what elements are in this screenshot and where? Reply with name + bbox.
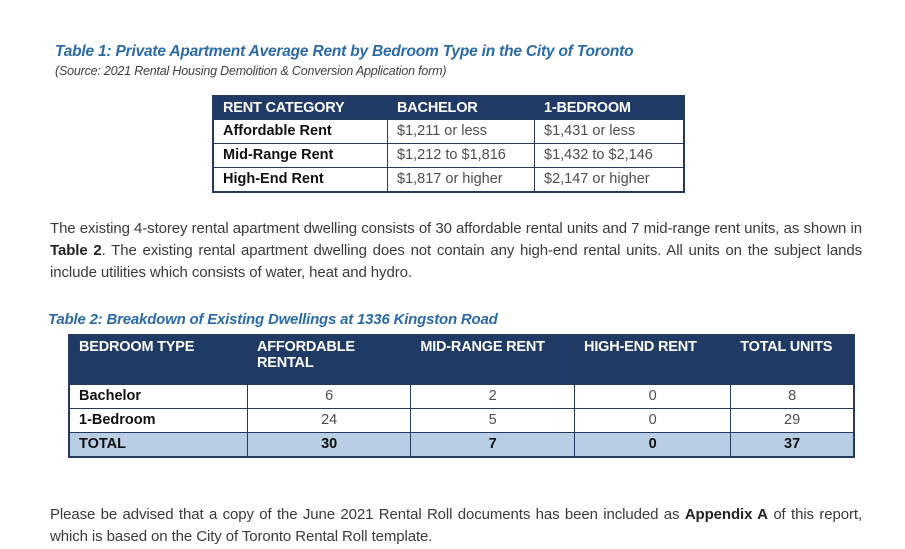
- table2-total-cell: TOTAL: [69, 432, 247, 457]
- table-row: [213, 143, 684, 167]
- table-row: [69, 408, 854, 432]
- table1-header-bachelor: BACHELOR: [388, 96, 535, 120]
- table1-cell: $1,212 to $1,816: [388, 143, 535, 167]
- table1-cell: $1,817 or higher: [388, 167, 535, 192]
- table2-cell: 29: [731, 408, 854, 432]
- table1-cell: $1,432 to $2,146: [535, 143, 685, 167]
- paragraph-text: Please be advised that a copy of the June 2021 Rental Roll documents has been included as: [50, 505, 685, 523]
- paragraph-text: . The existing rental apartment dwelling does not contain any high-end rental units. All units on the subject lands include utilities which consists of water, heat and hydro.: [50, 241, 863, 281]
- table2-cell: 6: [247, 384, 410, 408]
- table2-total-cell: 7: [411, 432, 575, 457]
- body-paragraph-rental-roll: [50, 504, 862, 548]
- table2-header-high-end-rent: HIGH-END RENT: [575, 335, 731, 385]
- table1-header-1-bedroom: 1-BEDROOM: [535, 96, 685, 120]
- table2-header-row: [69, 335, 854, 385]
- table2-total-cell: 30: [247, 432, 410, 457]
- body-paragraph-existing-units: [50, 218, 862, 284]
- table2-header-mid-range-rent: MID-RANGE RENT: [411, 335, 575, 385]
- table2-title: Table 2: Breakdown of Existing Dwellings at 1336 Kingston Road: [48, 310, 498, 328]
- paragraph-text: The existing 4-storey rental apartment dwelling consists of 30 affordable rental units and 7 mid-range rent units, as shown in: [50, 219, 862, 237]
- table1-cell: Affordable Rent: [213, 119, 388, 143]
- table2-cell: 24: [247, 408, 410, 432]
- table2-cell: 0: [575, 408, 731, 432]
- table1-cell: High-End Rent: [213, 167, 388, 192]
- table1-cell: $1,211 or less: [388, 119, 535, 143]
- table-row: [213, 167, 684, 192]
- table1-rent-by-bedroom-type: [212, 95, 685, 193]
- table2-cell: 0: [575, 384, 731, 408]
- table-row: [213, 119, 684, 143]
- table2-total-cell: 0: [575, 432, 731, 457]
- table2-cell: 1-Bedroom: [69, 408, 247, 432]
- table1-source-note: (Source: 2021 Rental Housing Demolition & Conversion Application form): [55, 63, 447, 78]
- table1-cell: $1,431 or less: [535, 119, 685, 143]
- table2-header-total-units: TOTAL UNITS: [731, 335, 854, 385]
- table2-total-row: [69, 432, 854, 457]
- table2-header-bedroom-type: BEDROOM TYPE: [69, 335, 247, 385]
- table2-reference: Table 2: [50, 241, 102, 259]
- table-row: [69, 384, 854, 408]
- table1-cell: $2,147 or higher: [535, 167, 685, 192]
- table2-header-affordable-rental: AFFORDABLE RENTAL: [247, 335, 410, 385]
- table2-cell: 2: [411, 384, 575, 408]
- table2-cell: Bachelor: [69, 384, 247, 408]
- table2-cell: 5: [411, 408, 575, 432]
- table1-title: Table 1: Private Apartment Average Rent by Bedroom Type in the City of Toronto: [55, 43, 634, 60]
- table2-breakdown-of-existing-dwellings: [68, 334, 855, 458]
- table1-header-row: [213, 96, 684, 120]
- paragraph-text: of this report, which is based on the City of Toronto Rental Roll template.: [50, 505, 863, 545]
- table1-cell: Mid-Range Rent: [213, 143, 388, 167]
- table2-total-cell: 37: [731, 432, 854, 457]
- table1-header-rent-category: RENT CATEGORY: [213, 96, 388, 120]
- table2-cell: 8: [731, 384, 854, 408]
- appendix-a-reference: Appendix A: [684, 505, 768, 523]
